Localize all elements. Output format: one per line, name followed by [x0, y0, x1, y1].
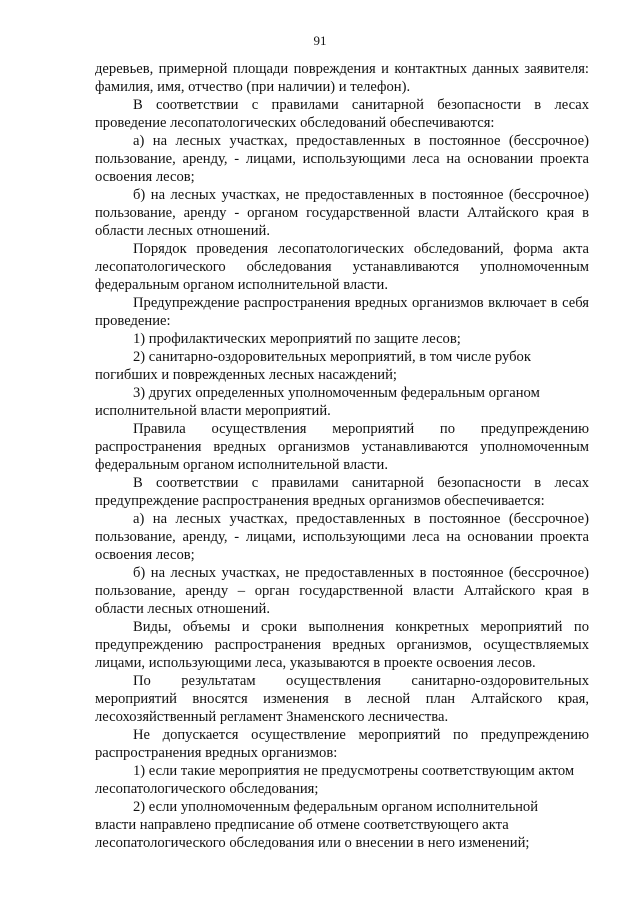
list-item-multiline [95, 798, 589, 852]
paragraph: деревьев, примерной площади повреждения и контактных данных заявителя: фамилия, имя, отчество (при наличии) и телефон). [95, 61, 589, 95]
text-line: власти направлено предписание об отмене соответствующего акта [95, 817, 509, 833]
paragraph: а) на лесных участках, предоставленных в постоянное (бессрочное) пользование, аренду, - лицами, использующими леса на основании проекта освоения лесов; [95, 511, 589, 563]
paragraph: В соответствии с правилами санитарной безопасности в лесах проведение лесопатологических обследований обеспечиваются: [95, 97, 589, 131]
paragraph: б) на лесных участках, не предоставленных в постоянное (бессрочное) пользование, аренду - органом государственной власти Алтайского края в области лесных отношений. [95, 187, 589, 239]
page-number: 91 [313, 33, 327, 48]
paragraph: Порядок проведения лесопатологических обследований, форма акта лесопатологического обследования устанавливаются уполномоченным федеральным органом исполнительной власти. [95, 241, 589, 293]
paragraph: Не допускается осуществление мероприятий по предупреждению распространения вредных организмов: [95, 727, 589, 761]
paragraph: а) на лесных участках, предоставленных в постоянное (бессрочное) пользование, аренду, - лицами, использующими леса на основании проекта освоения лесов; [95, 133, 589, 185]
list-item: 2) санитарно-оздоровительных мероприятий, в том числе рубок погибших и поврежденных лесных насаждений; [95, 349, 531, 383]
paragraph: б) на лесных участках, не предоставленных в постоянное (бессрочное) пользование, аренду – орган государственной власти Алтайского края в области лесных отношений. [95, 565, 589, 617]
paragraph: В соответствии с правилами санитарной безопасности в лесах предупреждение распространения вредных организмов обеспечивается: [95, 475, 589, 509]
paragraph: Виды, объемы и сроки выполнения конкретных мероприятий по предупреждению распространения вредных организмов, осуществляемых лицами, использующими леса, указываются в проекте освоения лесов. [95, 619, 589, 671]
paragraph: Предупреждение распространения вредных организмов включает в себя проведение: [95, 295, 589, 329]
list-item: 1) профилактических мероприятий по защите лесов; [133, 331, 461, 347]
list-item: 1) если такие мероприятия не предусмотрены соответствующим актом лесопатологического обследования; [95, 763, 575, 797]
body-text [95, 60, 589, 852]
text-line: лесопатологического обследования или о внесении в него изменений; [95, 835, 530, 851]
paragraph: По результатам осуществления санитарно-оздоровительных мероприятий вносятся изменения в лесной план Алтайского края, лесохозяйственный регламент Знаменского лесничества. [95, 673, 589, 725]
paragraph: Правила осуществления мероприятий по предупреждению распространения вредных организмов устанавливаются уполномоченным федеральным органом исполнительной власти. [95, 421, 589, 473]
list-item: 3) других определенных уполномоченным федеральным органом исполнительной власти мероприятий. [95, 385, 540, 419]
text-line: 2) если уполномоченным федеральным органом исполнительной [133, 799, 539, 815]
